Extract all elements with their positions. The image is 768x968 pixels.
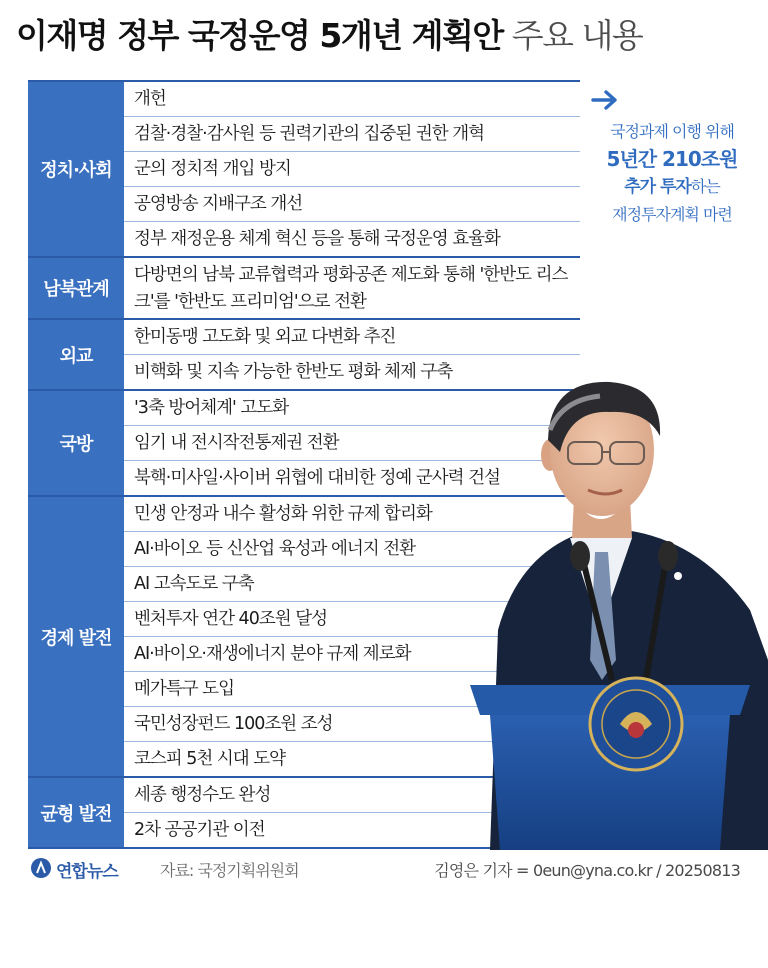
source-text: 자료: 국정기획위원회 <box>160 861 299 880</box>
credit-text: 김영은 기자 = 0eun@yna.co.kr / 20250813 <box>434 861 740 880</box>
list-item: 임기 내 전시작전통제권 전환 <box>124 426 580 461</box>
list-item: 비핵화 및 지속 가능한 한반도 평화 체제 구축 <box>134 362 453 382</box>
investment-note <box>588 88 756 228</box>
list-item: 개헌 <box>124 82 580 117</box>
president-speech-photo <box>450 380 768 850</box>
list-item: 북핵·미사일·사이버 위협에 대비한 정예 군사력 건설 <box>134 468 500 488</box>
list-item: 세종 행정수도 완성 <box>124 778 580 813</box>
list-item: 정부 재정운용 체계 혁신 등을 통해 국정운영 효율화 <box>134 229 500 249</box>
list-item: 벤처투자 연간 40조원 달성 <box>124 602 580 637</box>
note-line-3 <box>588 173 756 201</box>
category-label: 외교 <box>28 320 124 389</box>
note-invest-rest: 하는 <box>690 177 720 196</box>
list-item: 민생 안정과 내수 활성화 위한 규제 합리화 <box>124 497 580 532</box>
title-main: 이재명 정부 국정운영 5개년 계획안 <box>16 16 503 55</box>
arrow-right-icon <box>590 88 620 112</box>
logo-label: 연합뉴스 <box>56 862 118 882</box>
list-item: 공영방송 지배구조 개선 <box>124 187 580 222</box>
title-sub: 주요 내용 <box>511 16 643 55</box>
list-item: 코스피 5천 시대 도약 <box>134 749 286 769</box>
list-item: '3축 방어체계' 고도화 <box>124 391 580 426</box>
category-label: 국방 <box>28 391 124 495</box>
list-item: 2차 공공기관 이전 <box>134 820 265 840</box>
list-item: AI 고속도로 구축 <box>124 567 580 602</box>
category-label: 균형 발전 <box>28 778 124 847</box>
list-item: 메가특구 도입 <box>124 672 580 707</box>
category-label: 정치·사회 <box>28 82 124 256</box>
yonhap-logo-icon <box>30 857 52 879</box>
list-item: AI·바이오 등 신산업 육성과 에너지 전환 <box>124 532 580 567</box>
category-label: 경제 발전 <box>28 497 124 776</box>
page-title <box>16 14 756 58</box>
list-item: 다방면의 남북 교류협력과 평화공존 제도화 통해 '한반도 리스크'를 '한반도 프리미엄'으로 전환 <box>134 265 568 312</box>
item-list <box>124 258 580 318</box>
category-label: 남북관계 <box>28 258 124 318</box>
note-line-4: 재정투자계획 마련 <box>612 205 732 224</box>
list-item: 검찰·경찰·감사원 등 권력기관의 집중된 권한 개혁 <box>124 117 580 152</box>
list-item: 한미동맹 고도화 및 외교 다변화 추진 <box>124 320 580 355</box>
section-inter-korean <box>28 258 580 320</box>
section-politics-society <box>28 82 580 258</box>
note-amount: 5년간 210조원 <box>606 147 738 171</box>
footer <box>0 848 768 888</box>
list-item: 국민성장펀드 100조원 조성 <box>124 707 580 742</box>
note-line-1: 국정과제 이행 위해 <box>610 122 734 141</box>
list-item: 군의 정치적 개입 방지 <box>124 152 580 187</box>
list-item: AI·바이오·재생에너지 분야 규제 제로화 <box>124 637 580 672</box>
item-list <box>124 320 580 389</box>
item-list <box>124 82 580 256</box>
note-invest-bold: 추가 투자 <box>624 177 691 197</box>
